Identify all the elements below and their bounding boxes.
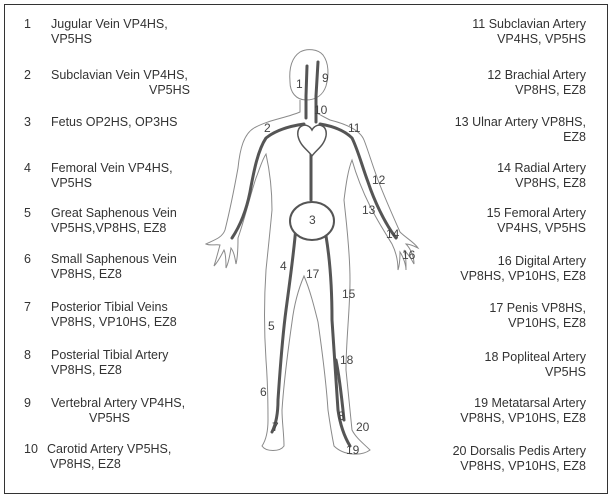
item-line-1: 11 Subclavian Artery <box>472 17 586 31</box>
item-line-1: 19 Metatarsal Artery <box>474 396 586 410</box>
item-line-2: VP8HS, EZ8 <box>51 363 122 377</box>
figure-label-8: 8 <box>338 409 345 423</box>
item-number: 2 <box>24 68 31 82</box>
item-line-2: VP4HS, VP5HS <box>497 221 586 235</box>
item-line-2: VP8HS, EZ8 <box>51 267 122 281</box>
item-line-2: VP5HS <box>51 176 92 190</box>
item-line-2: VP8HS, VP10HS, EZ8 <box>460 459 586 473</box>
item-line-2: VP5HS <box>89 411 130 425</box>
item-number: 6 <box>24 252 31 266</box>
item-line-2: VP10HS, EZ8 <box>508 316 586 330</box>
figure-label-19: 19 <box>346 443 360 457</box>
figure-label-5: 5 <box>268 319 275 333</box>
body-outline <box>206 50 418 454</box>
item-line-1: Femoral Vein VP4HS, <box>51 161 173 175</box>
item-line-2: VP8HS, VP10HS, EZ8 <box>460 269 586 283</box>
item-line-1: 15 Femoral Artery <box>486 206 586 220</box>
figure-label-7: 7 <box>272 420 279 434</box>
figure-label-15: 15 <box>342 287 356 301</box>
figure-label-18: 18 <box>340 353 354 367</box>
item-line-2: VP5HS <box>545 365 586 379</box>
item-number: 8 <box>24 348 31 362</box>
item-line-2: VP8HS, VP10HS, EZ8 <box>51 315 177 329</box>
item-line-1: Subclavian Vein VP4HS, <box>51 68 188 82</box>
item-line-1: Posterial Tibial Artery <box>51 348 169 362</box>
vessels <box>232 62 396 446</box>
figure-label-6: 6 <box>260 385 267 399</box>
item-line-1: 17 Penis VP8HS, <box>489 301 586 315</box>
item-line-1: 16 Digital Artery <box>497 254 586 268</box>
item-line-1: 12 Brachial Artery <box>487 68 586 82</box>
item-number: 1 <box>24 17 31 31</box>
item-line-2: VP8HS, VP10HS, EZ8 <box>460 411 586 425</box>
item-number: 10 <box>24 442 38 456</box>
item-number: 4 <box>24 161 31 175</box>
figure-label-20: 20 <box>356 420 370 434</box>
figure-label-11: 11 <box>348 121 361 135</box>
item-line-2: VP5HS,VP8HS, EZ8 <box>51 221 167 235</box>
heart-shape <box>298 125 326 156</box>
item-line-2: VP8HS, EZ8 <box>515 176 586 190</box>
item-line-1: Great Saphenous Vein <box>51 206 177 220</box>
figure-label-1: 1 <box>296 77 303 91</box>
figure-label-10: 10 <box>314 103 328 117</box>
item-line-2: VP8HS, EZ8 <box>515 83 586 97</box>
figure-label-16: 16 <box>402 248 416 262</box>
figure-label-4: 4 <box>280 259 287 273</box>
item-number: 3 <box>24 115 31 129</box>
item-line-2: EZ8 <box>563 130 586 144</box>
item-line-1: 13 Ulnar Artery VP8HS, <box>454 115 586 129</box>
item-number: 9 <box>24 396 31 410</box>
femoral-vein-vessel <box>272 226 296 432</box>
item-line-1: 18 Popliteal Artery <box>484 350 586 364</box>
figure-label-14: 14 <box>386 227 400 241</box>
jugular-vein-vessel <box>306 66 307 118</box>
figure-label-12: 12 <box>372 173 386 187</box>
figure-label-3: 3 <box>309 213 316 227</box>
item-line-2: VP5HS <box>149 83 190 97</box>
item-line-1: 20 Dorsalis Pedis Artery <box>452 444 586 458</box>
item-line-2: VP8HS, EZ8 <box>50 457 121 471</box>
item-number: 5 <box>24 206 31 220</box>
figure-label-9: 9 <box>322 71 329 85</box>
item-line-1: Small Saphenous Vein <box>51 252 177 266</box>
item-line-1: Fetus OP2HS, OP3HS <box>51 115 178 129</box>
item-line-2: VP5HS <box>51 32 92 46</box>
figure-label-2: 2 <box>264 121 271 135</box>
figure-label-17: 17 <box>306 267 320 281</box>
item-line-1: 14 Radial Artery <box>497 161 586 175</box>
item-line-2: VP4HS, VP5HS <box>497 32 586 46</box>
item-line-1: Jugular Vein VP4HS, <box>51 17 168 31</box>
item-line-1: Carotid Artery VP5HS, <box>47 442 172 456</box>
item-number: 7 <box>24 300 31 314</box>
figure-label-13: 13 <box>362 203 376 217</box>
item-line-1: Posterior Tibial Veins <box>51 300 168 314</box>
item-line-1: Vertebral Artery VP4HS, <box>51 396 186 410</box>
